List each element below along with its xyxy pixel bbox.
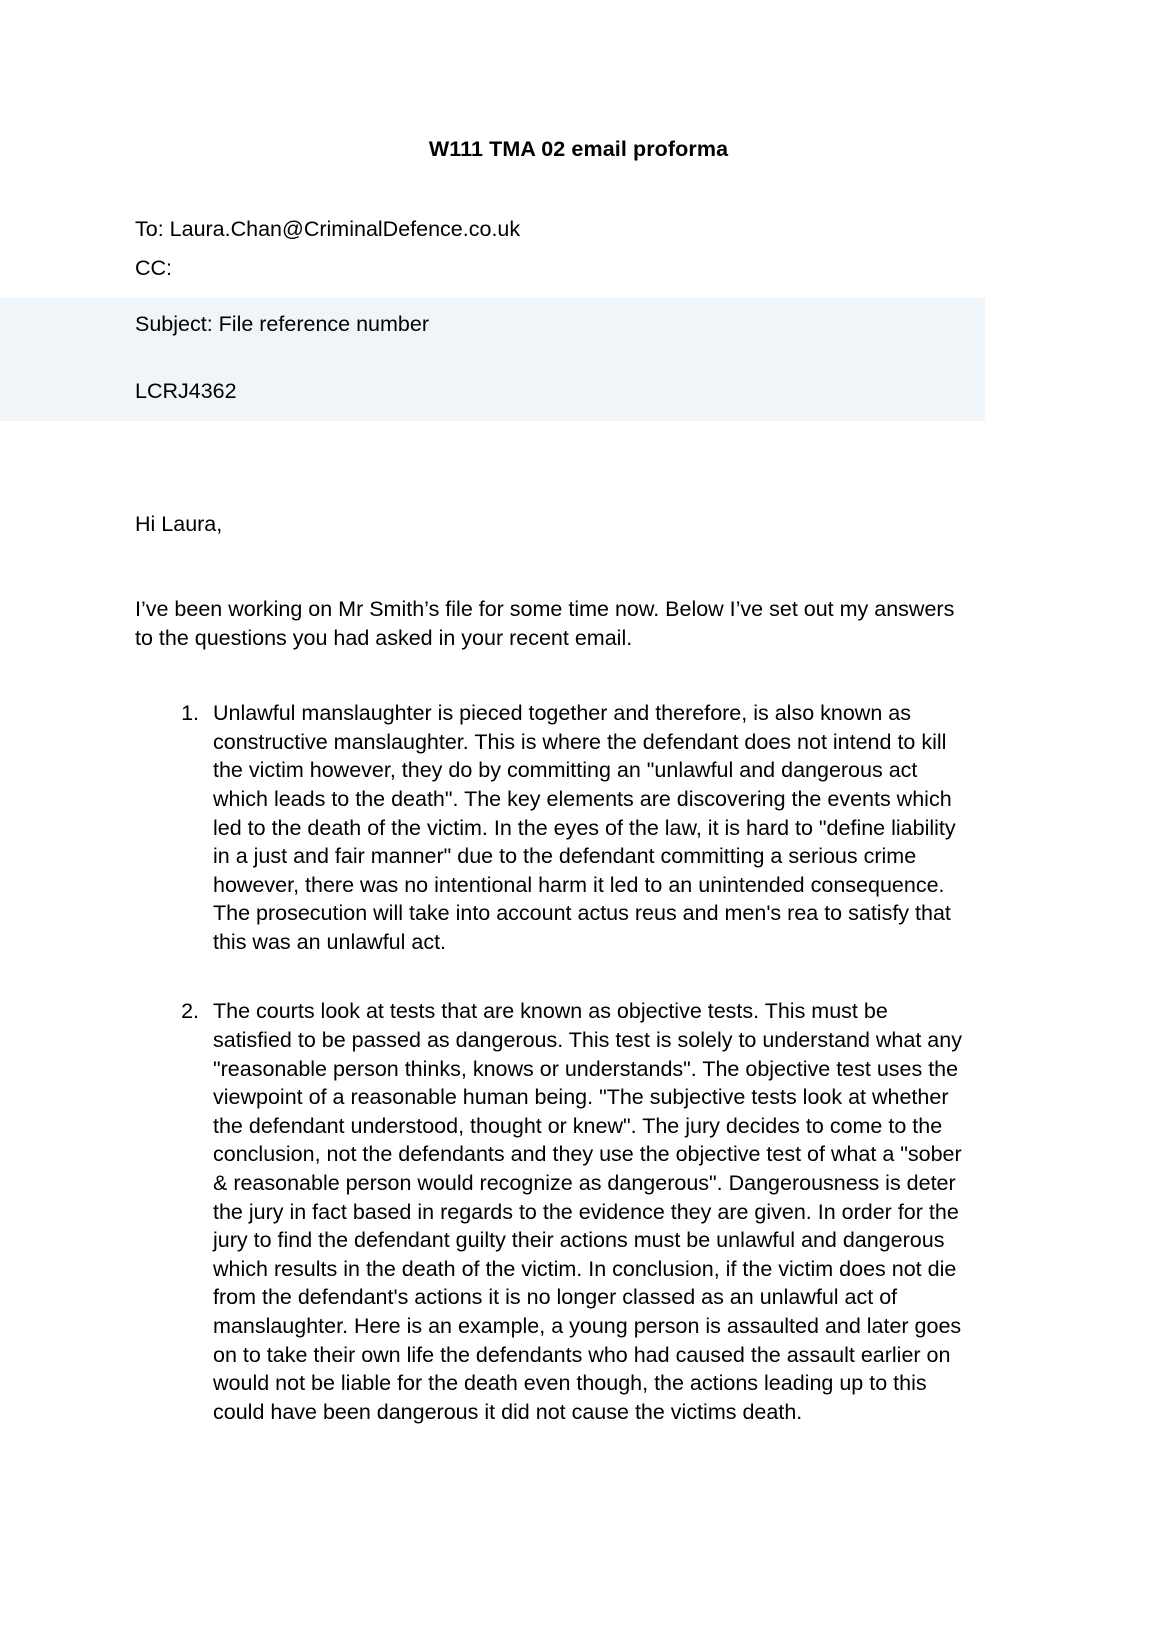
to-field: To: Laura.Chan@CriminalDefence.co.uk [135,216,521,241]
cc-field: CC: [135,256,173,281]
answers-list [0,699,1157,1426]
intro-paragraph: I’ve been working on Mr Smith’s file for some time now. Below I’ve set out my answers to the questions you had asked in your recent email. [135,597,955,650]
page-title: W111 TMA 02 email proforma [428,137,729,161]
list-item: 2. The courts look at tests that are known as objective tests. This must be satisfied to be passed as dangerous. This test is solely to understand what any "reasonable person thinks, knows or understands". The objective test uses the viewpoint of a reasonable human being. "The subjective tests look at whether the defendant understood, thought or knew". The jury decides to come to the conclusion, not the defendants and they use the objective test of what a "sober & reasonable person would recognize as dangerous". Dangerousness is deter the jury in fact based in regards to the evidence they are given. In order for the jury to find the defendant guilty their actions must be unlawful and dangerous which results in the death of the victim. In conclusion, if the victim does not die from the defendant's actions it is no longer classed as an unlawful act of manslaughter. Here is an example, a young person is assaulted and later goes on to take their own life the defendants who had caused the assault earlier on would not be liable for the death even though, the actions leading up to this could have been dangerous it did not cause the victims death. [205,997,972,1426]
subject-highlight-block [0,298,985,421]
list-item: 1. Unlawful manslaughter is pieced together and therefore, is also known as constructive manslaughter. This is where the defendant does not intend to kill the victim however, they do by committing an "unlawful and dangerous act which leads to the death". The key elements are discovering the events which led to the death of the victim. In the eyes of the law, it is hard to "define liability in a just and fair manner" due to the defendant committing a serious crime however, there was no intentional harm it led to an unintended consequence. The prosecution will take into account actus reus and men's rea to satisfy that this was an unlawful act. [205,699,972,956]
file-reference-number: LCRJ4362 [135,379,237,404]
email-header-fields [0,216,1157,281]
salutation: Hi Laura, [135,511,223,536]
subject-field: Subject: File reference number [135,311,429,336]
